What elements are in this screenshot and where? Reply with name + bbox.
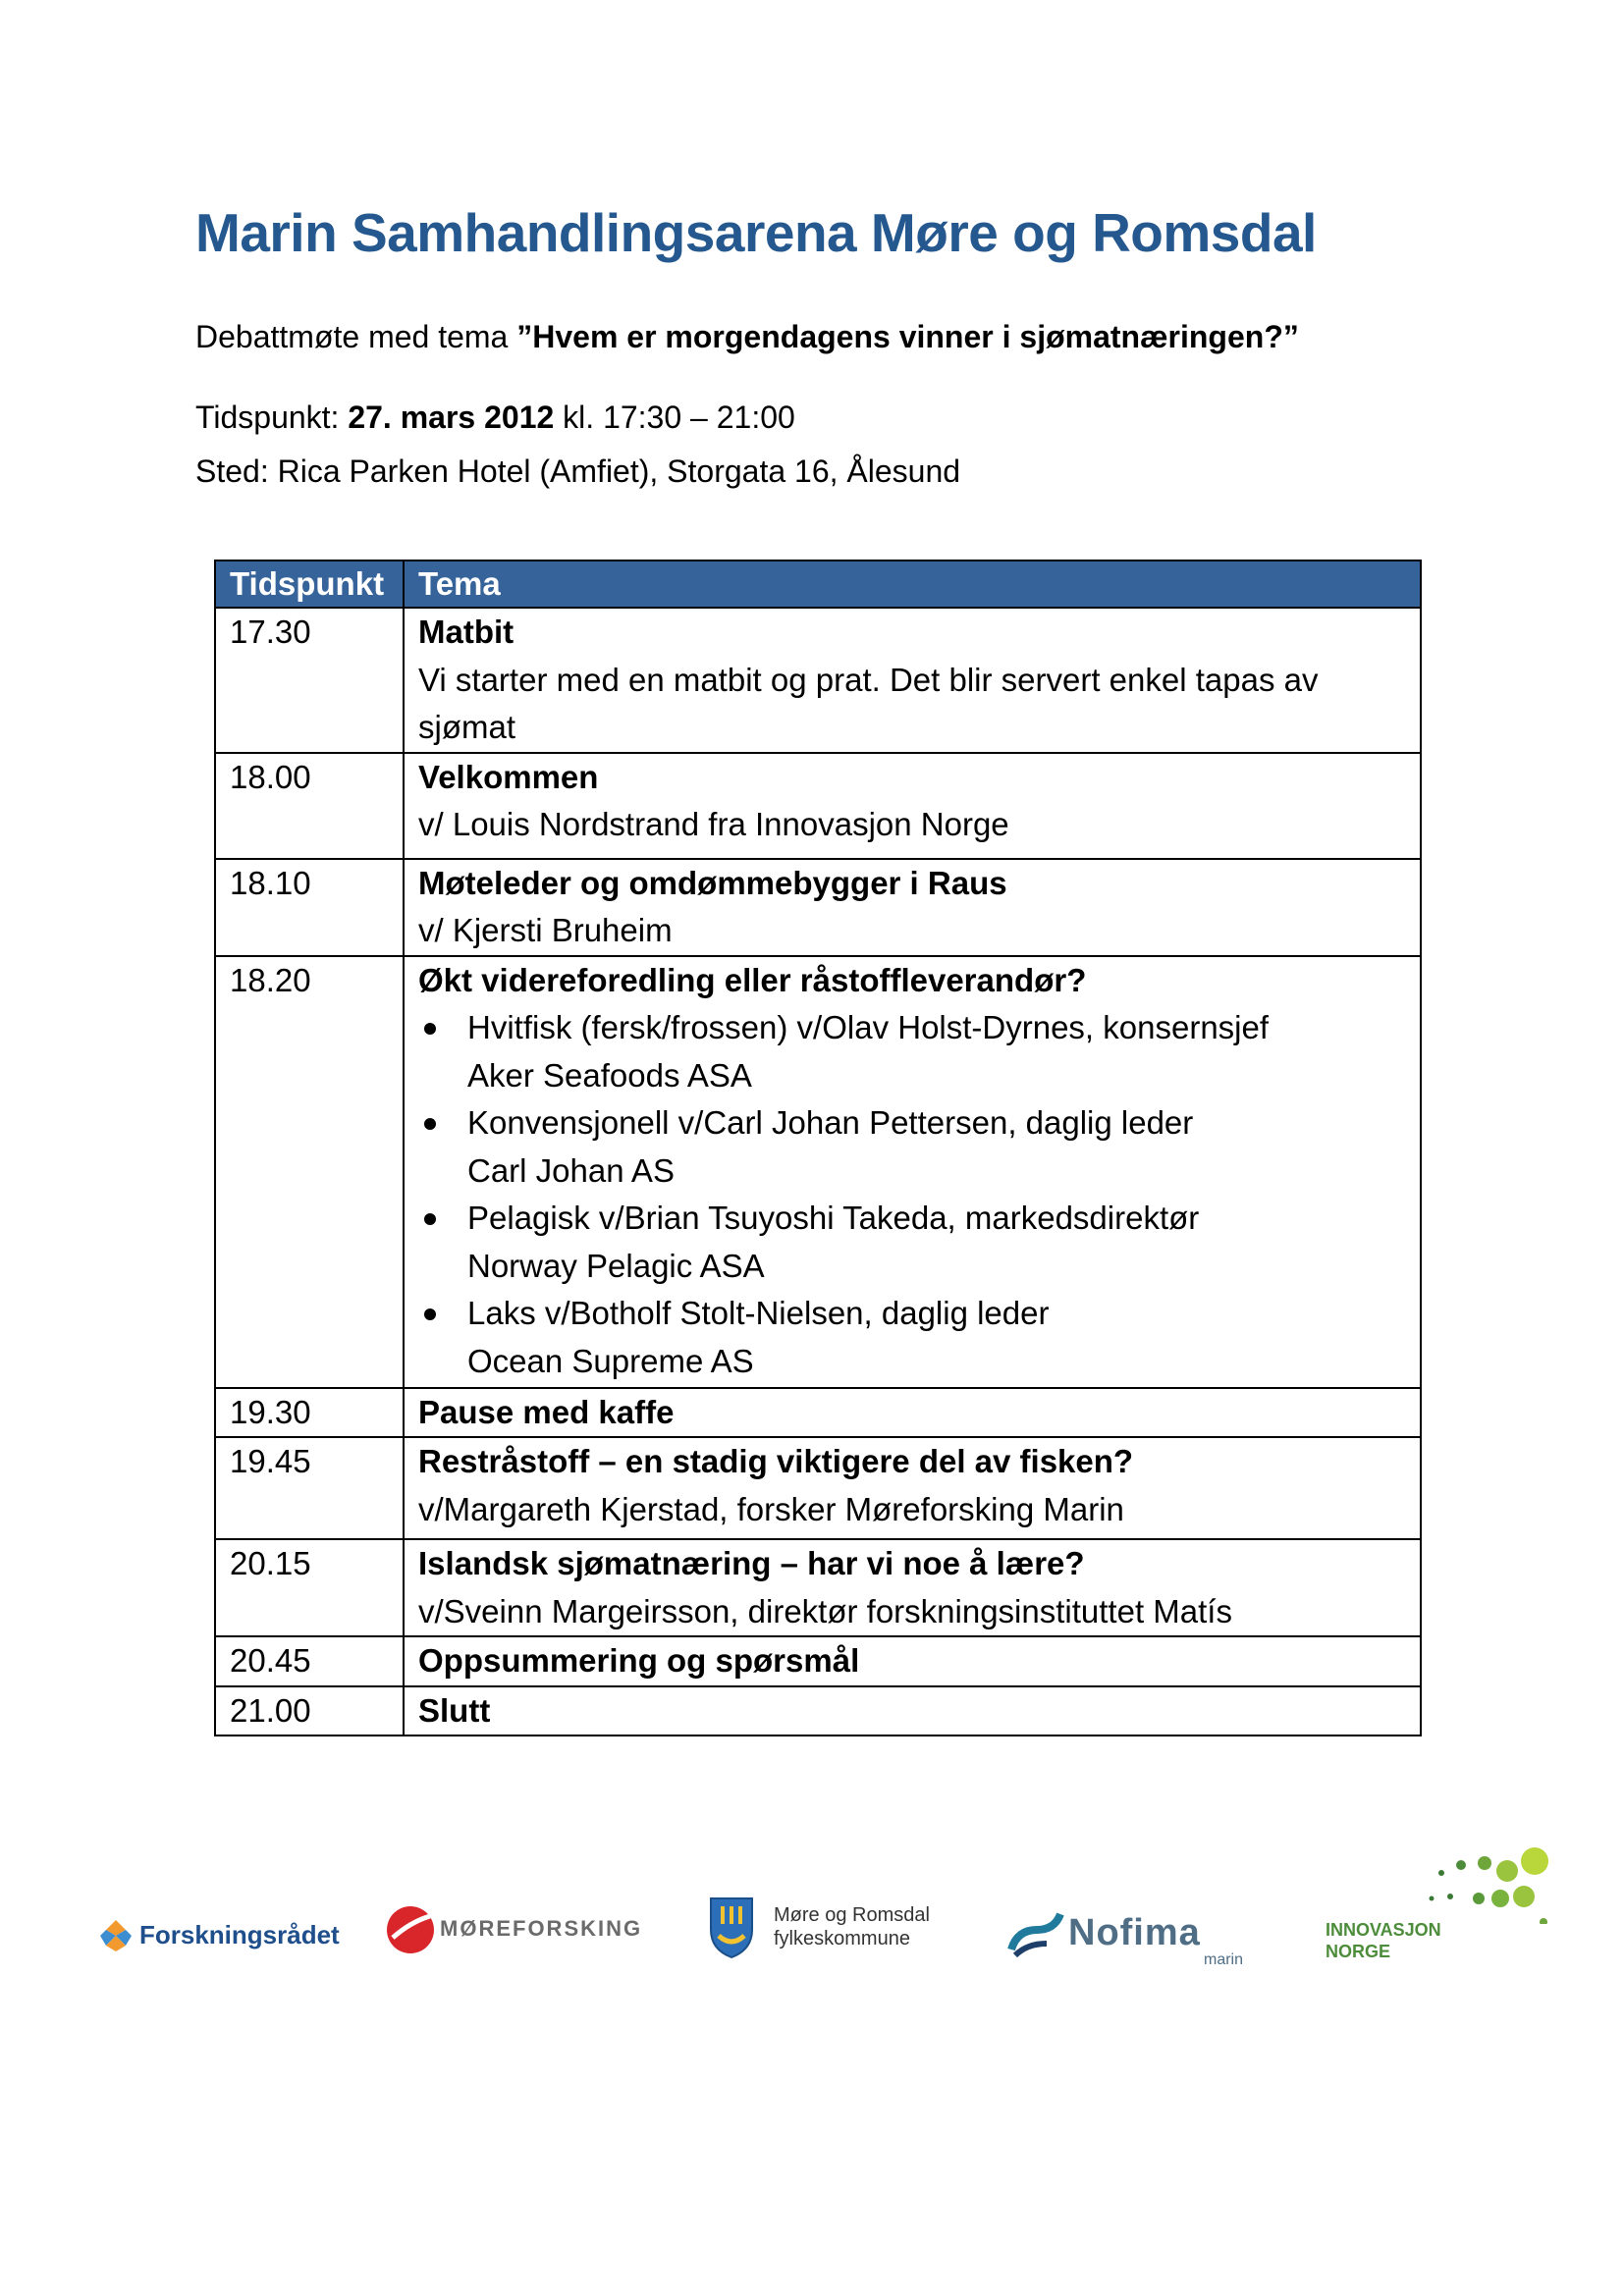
speaker-line: Laks v/Botholf Stolt-Nielsen, daglig leder xyxy=(467,1295,1050,1331)
agenda-row xyxy=(215,1636,1421,1686)
agenda-topic: Islandsk sjømatnæring – har vi noe å lære? xyxy=(418,1545,1085,1581)
coat-of-arms-icon xyxy=(709,1896,754,1959)
agenda-detail: v/Margareth Kjerstad, forsker Møreforsking Marin xyxy=(418,1490,1124,1527)
innovasjon-norge-logo xyxy=(1326,1836,1561,1983)
agenda-cell xyxy=(404,1437,1421,1539)
agenda-row xyxy=(215,859,1421,956)
agenda-cell xyxy=(404,859,1421,956)
forskningsradet-emblem-icon xyxy=(98,1918,134,1953)
agenda-cell xyxy=(404,608,1421,753)
nofima-logo xyxy=(1007,1904,1272,1969)
speaker-company: Norway Pelagic ASA xyxy=(467,1247,765,1284)
innovasjon-dots-icon xyxy=(1326,1836,1561,1924)
forskningsradet-wordmark: Forskningsrådet xyxy=(139,1920,340,1949)
agenda-row xyxy=(215,608,1421,753)
intro-theme: ”Hvem er morgendagens vinner i sjømatnæringen?” xyxy=(516,319,1299,354)
agenda-time: 21.00 xyxy=(215,1686,404,1736)
agenda-row xyxy=(215,1539,1421,1636)
forskningsradet-logo xyxy=(98,1914,340,1957)
speaker-company: Carl Johan AS xyxy=(467,1151,675,1189)
agenda-topic: Restråstoff – en stadig viktigere del av fisken? xyxy=(418,1443,1134,1479)
fylkeskommune-line1: Møre og Romsdal xyxy=(774,1904,930,1926)
agenda-topic: Velkommen xyxy=(418,758,599,795)
innovasjon-line1: INNOVASJON xyxy=(1326,1920,1441,1940)
agenda-cell xyxy=(404,1539,1421,1636)
agenda-time: 18.00 xyxy=(215,753,404,859)
speaker-item xyxy=(418,1004,1406,1099)
agenda-detail: Vi starter med en matbit og prat. Det blir servert enkel tapas av sjømat xyxy=(418,661,1319,745)
speaker-company: Ocean Supreme AS xyxy=(467,1342,754,1379)
agenda-time: 19.30 xyxy=(215,1388,404,1438)
agenda-topic: Slutt xyxy=(418,1691,491,1729)
speaker-line: Hvitfisk (fersk/frossen) v/Olav Holst-Dyrnes, konsernsjef xyxy=(467,1009,1270,1045)
agenda-row xyxy=(215,956,1421,1388)
agenda-time: 18.20 xyxy=(215,956,404,1388)
speaker-company: Aker Seafoods ASA xyxy=(467,1056,752,1094)
column-header-topic: Tema xyxy=(404,561,1421,608)
agenda-cell xyxy=(404,1686,1421,1736)
speaker-item xyxy=(418,1290,1406,1385)
speaker-item xyxy=(418,1099,1406,1195)
speaker-line: Pelagisk v/Brian Tsuyoshi Takeda, markedsdirektør xyxy=(467,1200,1200,1236)
agenda-cell xyxy=(404,1388,1421,1438)
agenda-detail: v/ Kjersti Bruheim xyxy=(418,912,673,948)
agenda-row xyxy=(215,753,1421,859)
nofima-wordmark: Nofima xyxy=(1068,1912,1201,1953)
fylkeskommune-logo xyxy=(709,1895,964,1967)
agenda-detail: v/ Louis Nordstrand fra Innovasjon Norge xyxy=(418,806,1009,842)
moreforsking-emblem-icon xyxy=(385,1904,436,1955)
agenda-time: 19.45 xyxy=(215,1437,404,1539)
agenda-time: 17.30 xyxy=(215,608,404,753)
time-date: 27. mars 2012 xyxy=(348,400,555,435)
agenda-topic: Økt videreforedling eller råstoffleverandør? xyxy=(418,961,1087,998)
speaker-item xyxy=(418,1195,1406,1290)
agenda-row xyxy=(215,1437,1421,1539)
event-time xyxy=(195,400,795,436)
innovasjon-line2: NORGE xyxy=(1326,1942,1391,1961)
speaker-line: Konvensjonell v/Carl Johan Pettersen, daglig leder xyxy=(467,1104,1194,1141)
nofima-subtitle: marin xyxy=(1204,1951,1244,1968)
agenda-time: 20.15 xyxy=(215,1539,404,1636)
nofima-swoosh-icon xyxy=(1007,1910,1064,1957)
sponsor-logos xyxy=(0,1836,1624,1983)
agenda-cell xyxy=(404,1636,1421,1686)
agenda-header-row xyxy=(215,561,1421,608)
agenda-table xyxy=(214,560,1422,1736)
agenda-row xyxy=(215,1686,1421,1736)
moreforsking-logo xyxy=(385,1902,643,1961)
moreforsking-wordmark: MØREFORSKING xyxy=(440,1916,643,1941)
agenda-row xyxy=(215,1388,1421,1438)
agenda-topic: Møteleder og omdømmebygger i Raus xyxy=(418,864,1007,901)
agenda-detail: v/Sveinn Margeirsson, direktør forskningsinstituttet Matís xyxy=(418,1592,1232,1629)
agenda-topic: Oppsummering og spørsmål xyxy=(418,1642,860,1679)
agenda-cell xyxy=(404,956,1421,1388)
agenda-topic: Pause med kaffe xyxy=(418,1393,675,1430)
event-intro xyxy=(195,319,1299,355)
time-label: Tidspunkt: xyxy=(195,400,349,435)
speaker-list xyxy=(418,1004,1406,1385)
agenda-time: 20.45 xyxy=(215,1636,404,1686)
fylkeskommune-line2: fylkeskommune xyxy=(774,1928,910,1949)
agenda-cell xyxy=(404,753,1421,859)
event-place: Sted: Rica Parken Hotel (Amfiet), Storgata 16, Ålesund xyxy=(195,454,961,489)
agenda-topic: Matbit xyxy=(418,614,514,650)
intro-prefix: Debattmøte med tema xyxy=(195,319,517,354)
page-title: Marin Samhandlingsarena Møre og Romsdal xyxy=(195,202,1317,263)
agenda-time: 18.10 xyxy=(215,859,404,956)
time-range: kl. 17:30 – 21:00 xyxy=(554,400,795,435)
column-header-time: Tidspunkt xyxy=(215,561,404,608)
